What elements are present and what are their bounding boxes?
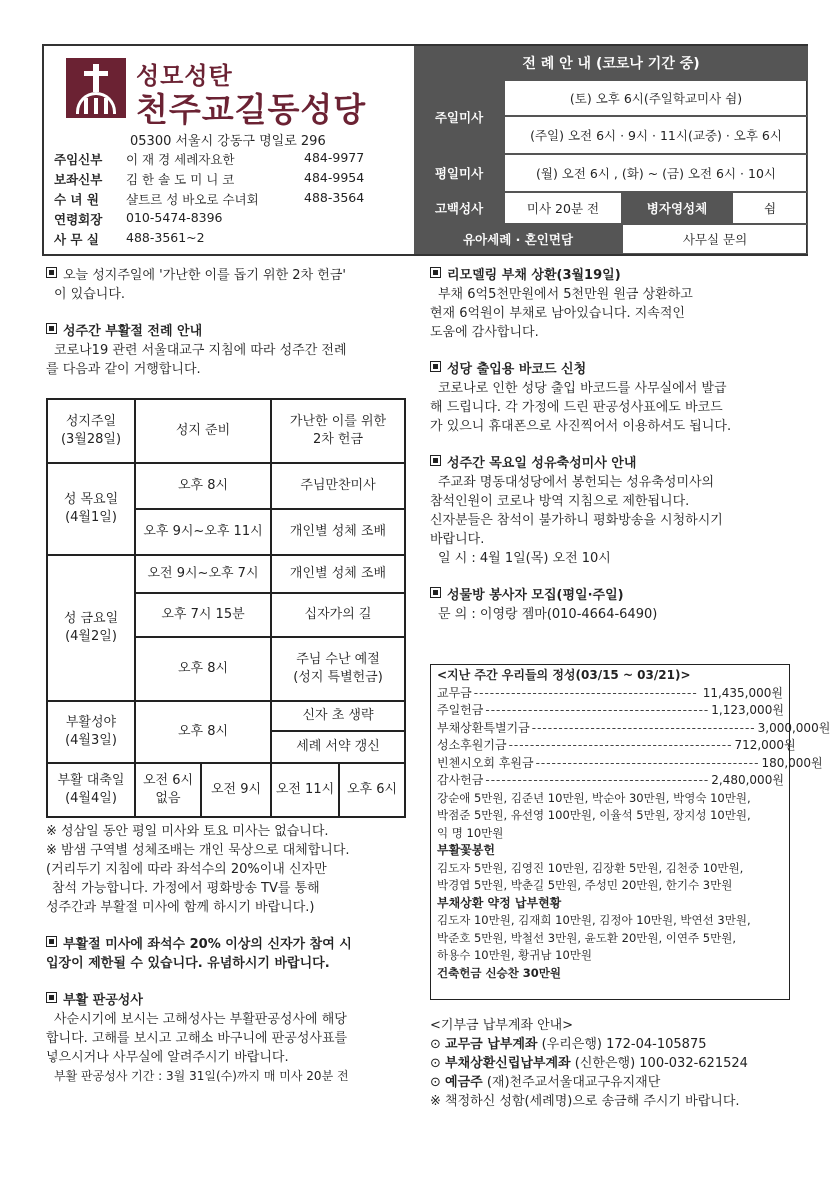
schedule-time: 오전 6시 없음: [135, 763, 201, 817]
schedule-day: 부활 대축일 (4월4일): [47, 763, 135, 817]
staff-tel: 488-3564: [304, 190, 365, 205]
parish-subtitle: 성모성탄: [136, 62, 233, 90]
schedule-event: 주님 수난 예절 (성지 특별헌금): [271, 637, 405, 701]
offering-row: 성소후원기금 ------------------------------------------ 712,000원: [437, 737, 783, 755]
offering-amount: 3,000,000원: [757, 720, 831, 735]
sick-communion-value: 쉼: [732, 192, 808, 224]
schedule-time: 오전 9시~오후 7시: [135, 555, 271, 593]
account-title: <기부금 납부계좌 안내>: [430, 1018, 574, 1033]
schedule-time: 오전 11시: [271, 763, 339, 817]
offering-report-box: [430, 664, 831, 1000]
schedule-time: 오후 7시 15분: [135, 593, 271, 637]
donor-line: 익 명 10만원: [437, 825, 504, 840]
staff-label: 수 녀 원: [54, 192, 99, 207]
offering-row: 감사헌금 ------------------------------------------ 2,480,000원: [437, 772, 783, 790]
account-label: 예금주: [445, 1075, 483, 1090]
notice-text: 넣으시거나 사무실에 알려주시기 바랍니다.: [46, 1050, 289, 1065]
account-value: (재)천주교서울대교구유지재단: [486, 1075, 661, 1090]
parish-info: [44, 46, 414, 254]
schedule-time: 오후 9시~오후 11시: [135, 509, 271, 555]
offering-amount: 180,000원: [761, 755, 823, 770]
notice-text: 사순시기에 보시는 고해성사는 부활판공성사에 해당: [54, 1012, 347, 1027]
circle-bullet-icon: ⊙: [430, 1075, 446, 1090]
notice-title: 성주간 부활절 전례 안내: [63, 324, 203, 339]
schedule-event: 십자가의 길: [271, 593, 405, 637]
staff-tel: 484-9977: [304, 150, 365, 165]
staff-tel: 484-9954: [304, 170, 365, 185]
offering-label: 교무금: [437, 685, 472, 700]
schedule-day: 성 금요일 (4월2일): [47, 555, 135, 701]
offering-amount: 1,123,000원: [711, 703, 784, 717]
account-label: 교무금 납부계좌: [445, 1037, 538, 1052]
notice-text: 를 다음과 같이 거행합니다.: [46, 362, 201, 377]
notice-text: 참석인원이 코로나 방역 지침으로 제한됩니다.: [430, 494, 690, 509]
weekday-mass-label: 평일미사: [414, 154, 504, 192]
notice-text: 입장이 제한될 수 있습니다. 유념하시기 바랍니다.: [46, 956, 330, 971]
bullet-icon: [46, 992, 57, 1003]
staff-name: 이 재 경 세례자요한: [126, 152, 235, 167]
bullet-icon: [46, 936, 57, 947]
sick-communion-label: 병자영성체: [622, 192, 732, 224]
offering-amount: 712,000원: [734, 738, 796, 752]
church-logo-icon: [66, 58, 126, 118]
notice-text: 도움에 감사합니다.: [430, 325, 539, 340]
schedule-time: 오후 8시: [135, 637, 271, 701]
parish-title: 천주교길동성당: [136, 90, 367, 129]
baptism-marriage-value: 사무실 문의: [622, 224, 808, 254]
staff-name: 김 한 솔 도 미 니 코: [126, 172, 235, 187]
notice-text: 부활 판공성사 기간 : 3월 31일(수)까지 매 미사 20분 전: [54, 1069, 349, 1083]
offering-label: 감사헌금: [437, 773, 484, 787]
donor-line: 박점준 5만원, 유선영 100만원, 이율석 5만원, 장지성 10만원,: [437, 808, 751, 822]
circle-bullet-icon: ⊙: [430, 1056, 446, 1071]
notice-text: 해 드립니다. 각 가정에 드린 판공성사표에도 바코드: [430, 400, 723, 415]
offering-amount: 2,480,000원: [711, 773, 784, 787]
schedule-time: 성지 준비: [135, 399, 271, 463]
notice-title: 성물방 봉사자 모집(평일·주일): [447, 588, 624, 603]
notice-text: 신자분들은 참석이 불가하니 평화방송을 시청하시기: [430, 513, 723, 528]
bullet-icon: [46, 323, 57, 334]
staff-label: 보좌신부: [54, 172, 103, 187]
left-notices-bottom: [46, 822, 410, 1086]
account-value: (우리은행) 172-04-105875: [541, 1037, 707, 1052]
note-text: (거리두기 지침에 따라 좌석수의 20%이내 신자만: [46, 862, 327, 877]
notice-title: 성주간 목요일 성유축성미사 안내: [447, 456, 637, 471]
sunday-sun-time: (주일) 오전 6시 · 9시 · 11시(교중) · 오후 6시: [504, 116, 808, 154]
left-notices-top: [46, 266, 408, 379]
notice-title: 부활 판공성사: [63, 993, 143, 1008]
bullet-icon: [430, 361, 441, 372]
account-label: 부채상환신립납부계좌: [445, 1056, 571, 1071]
notice-text: 코로나19 관련 서울대교구 지침에 따라 성주간 전례: [54, 343, 347, 358]
schedule-event: 가난한 이를 위한 2차 헌금: [271, 399, 405, 463]
notice-text: 문 의 : 이영랑 젬마(010-4664-6490): [438, 607, 658, 622]
notice-text: 합니다. 고해를 보시고 고해소 바구니에 판공성사표를: [46, 1031, 348, 1046]
offering-row: 부채상환특별기금 ------------------------------------------ 3,000,000원: [437, 720, 783, 738]
sunday-sat-time: (토) 오후 6시(주일학교미사 쉼): [504, 80, 808, 116]
notice-text: 일 시 : 4월 1일(목) 오전 10시: [438, 551, 611, 566]
notice-text: 코로나로 인한 성당 출입 바코드를 사무실에서 발급: [438, 381, 727, 396]
weekday-mass-time: (월) 오전 6시 , (화) ~ (금) 오전 6시 · 10시: [504, 154, 808, 192]
donor-line: 강순애 5만원, 김준년 10만원, 박순아 30만원, 박영숙 10만원,: [437, 790, 751, 805]
confession-label: 고백성사: [414, 192, 504, 224]
staff-label: 주임신부: [54, 152, 103, 167]
notice-text: 바랍니다.: [430, 532, 485, 547]
notice-text: 부채 6억5천만원에서 5천만원 원금 상환하고: [438, 287, 693, 302]
schedule-time: 오후 6시: [339, 763, 405, 817]
schedule-event: 주님만찬미사: [271, 463, 405, 509]
schedule-event: 신자 초 생략: [271, 701, 405, 731]
debt-title: 부채상환 약정 납부현황: [437, 895, 562, 910]
parish-address: 05300 서울시 강동구 명일로 296: [130, 134, 326, 149]
staff-label: 연령회장: [54, 212, 103, 227]
schedule-time: 오후 8시: [135, 463, 271, 509]
offering-row: 빈첸시오회 후원금 ------------------------------------------ 180,000원: [437, 755, 783, 773]
donor-line: 박준호 5만원, 박철선 3만원, 윤도환 20만원, 이연주 5만원,: [437, 930, 736, 945]
schedule-day: 성지주일 (3월28일): [47, 399, 135, 463]
schedule-event: 개인별 성체 조배: [271, 509, 405, 555]
bullet-icon: [46, 267, 57, 278]
schedule-time: 오후 8시: [135, 701, 271, 763]
circle-bullet-icon: ⊙: [430, 1037, 446, 1052]
notice-title: 성당 출입용 바코드 신청: [447, 362, 587, 377]
bullet-icon: [430, 267, 441, 278]
flower-title: 부활꽃봉헌: [437, 843, 495, 857]
donor-line: 하용수 10만원, 황귀남 10만원: [437, 948, 592, 962]
note-text: ※ 밤샘 구역별 성체조배는 개인 묵상으로 대체합니다.: [46, 843, 350, 858]
offering-row: 주일헌금 ------------------------------------------ 1,123,000원: [437, 702, 783, 720]
staff-name: 샬트르 성 바오로 수녀회: [126, 192, 259, 207]
account-value: (신한은행) 100-032-621524: [574, 1056, 748, 1071]
notice-text: 오늘 성지주일에 '가난한 이를 돕기 위한 2차 헌금': [63, 268, 346, 283]
notice-text: 부활절 미사에 좌석수 20% 이상의 신자가 참여 시: [63, 937, 352, 952]
notice-text: 이 있습니다.: [54, 287, 126, 302]
staff-label: 사 무 실: [54, 232, 99, 247]
notice-text: 가 있으니 휴대폰으로 사진찍어서 이용하셔도 됩니다.: [430, 419, 732, 434]
notice-title: 리모델링 부채 상환(3월19일): [447, 268, 621, 283]
schedule-time: 오전 9시: [201, 763, 271, 817]
liturgy-guide: [414, 46, 808, 254]
schedule-event: 세례 서약 갱신: [271, 731, 405, 763]
offering-label: 빈첸시오회 후원금: [437, 755, 534, 770]
donor-line: 김도자 10만원, 김재희 10만원, 김정아 10만원, 박연선 3만원,: [437, 913, 751, 927]
offering-amount: 11,435,000원: [702, 685, 783, 700]
schedule-day: 부활성야 (4월3일): [47, 701, 135, 763]
baptism-marriage-label: 유아세례 · 혼인면담: [414, 224, 622, 254]
offering-row: 교무금 ------------------------------------------ 11,435,000원: [437, 685, 783, 703]
offering-label: 부채상환특별기금: [437, 720, 530, 735]
donor-line: 박경엽 5만원, 박춘길 5만원, 주성민 20만원, 한기수 3만원: [437, 878, 733, 892]
staff-name: 488-3561~2: [126, 230, 205, 245]
schedule-day: 성 목요일 (4월1일): [47, 463, 135, 555]
liturgy-title: 전 례 안 내 (코로나 기간 중): [414, 46, 808, 80]
schedule-event: 개인별 성체 조배: [271, 555, 405, 593]
note-text: 참석 가능합니다. 가정에서 평화방송 TV를 통해: [52, 881, 320, 896]
staff-name: 010-5474-8396: [126, 210, 223, 225]
notice-text: 주교좌 명동대성당에서 봉헌되는 성유축성미사의: [438, 475, 715, 490]
offering-label: 주일헌금: [437, 703, 484, 717]
note-text: ※ 성삼일 동안 평일 미사와 토요 미사는 없습니다.: [46, 824, 329, 839]
bulletin-header: [42, 44, 808, 256]
confession-time: 미사 20분 전: [504, 192, 622, 224]
building-offering: 건축헌금 신승찬 30만원: [437, 965, 561, 980]
notice-text: 현재 6억원이 부채로 남아있습니다. 지속적인: [430, 306, 685, 321]
right-notices: [430, 266, 792, 624]
donor-line: 김도자 5만원, 김영진 10만원, 김장환 5만원, 김천중 10만원,: [437, 860, 744, 875]
offering-title: <지난 주간 우리들의 정성(03/15 ~ 03/21)>: [437, 668, 691, 682]
note-text: 성주간과 부활절 미사에 함께 하시기 바랍니다.): [46, 900, 315, 915]
holy-week-schedule-table: [46, 398, 406, 818]
sunday-mass-label: 주일미사: [414, 80, 504, 154]
bullet-icon: [430, 455, 441, 466]
bullet-icon: [430, 587, 441, 598]
account-info: [430, 1016, 794, 1111]
offering-label: 성소후원기금: [437, 738, 507, 752]
account-note: ※ 책정하신 성함(세례명)으로 송금해 주시기 바랍니다.: [430, 1094, 740, 1109]
